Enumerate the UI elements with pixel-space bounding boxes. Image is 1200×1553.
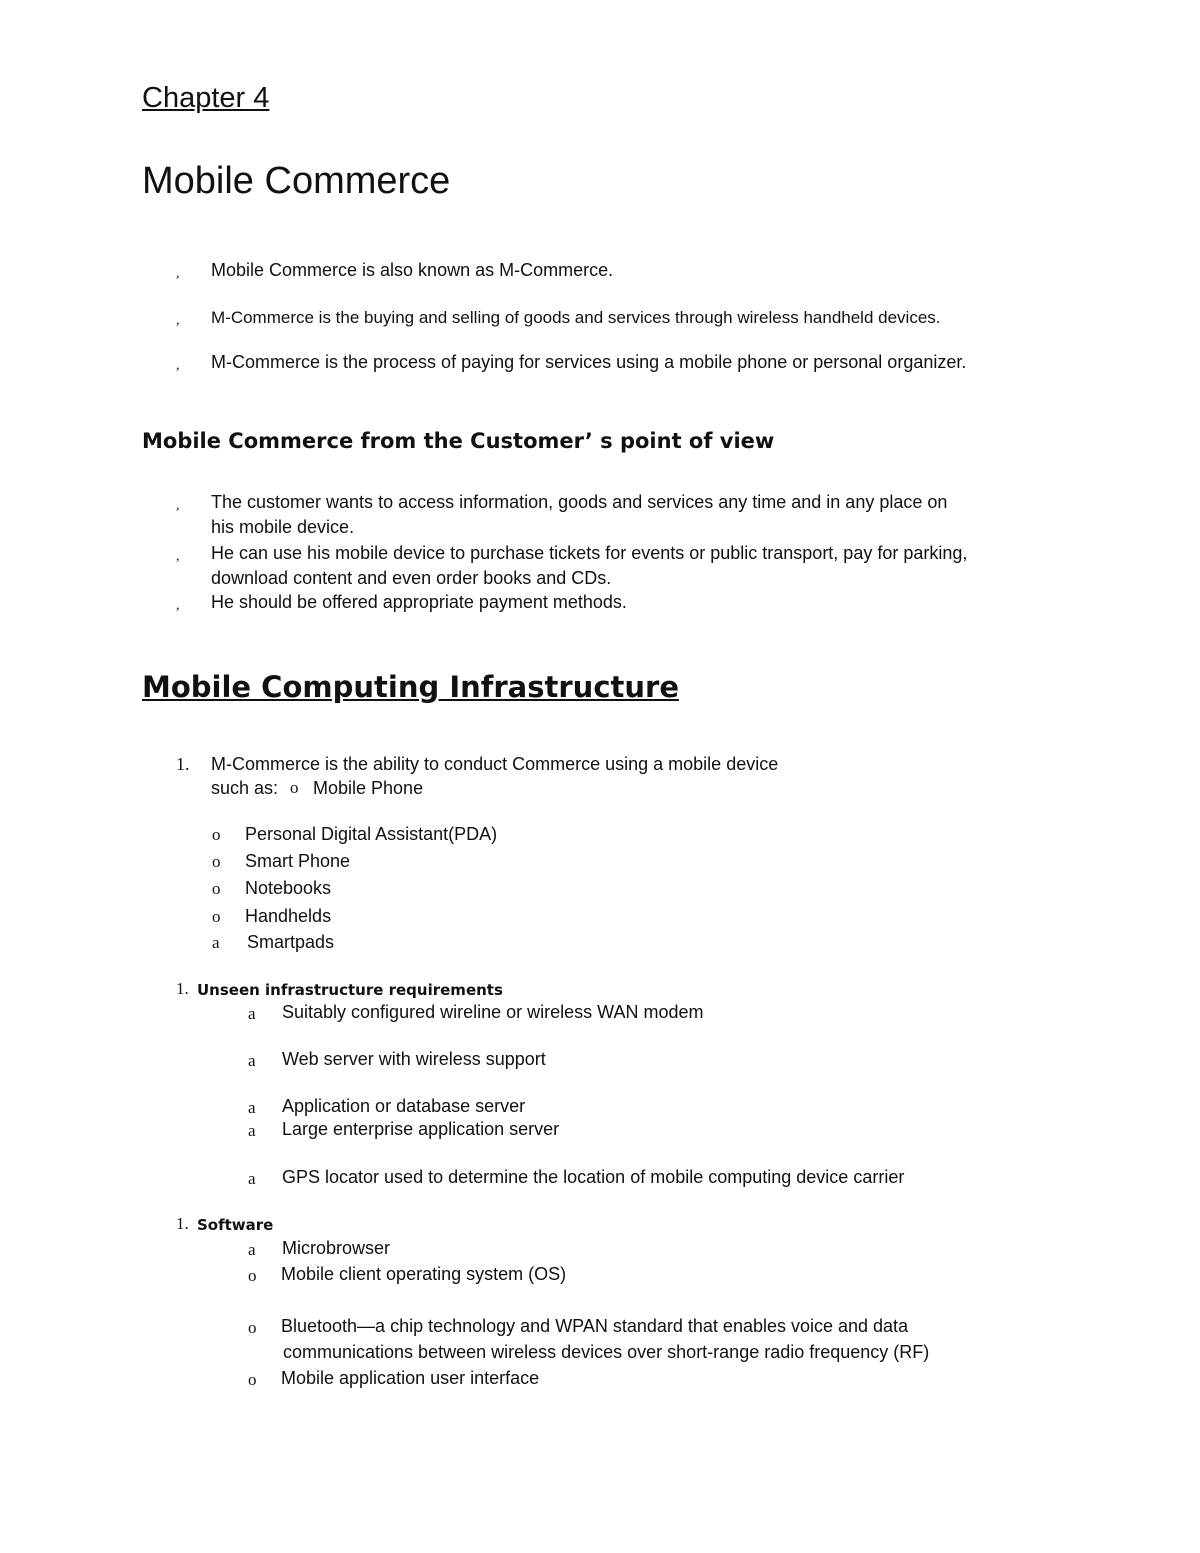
item-text: M-Commerce is the ability to conduct Commerce using a mobile device	[211, 754, 779, 774]
bullet-text: Mobile Commerce is also known as M-Commerce.	[211, 260, 614, 280]
requirement-item: Suitably configured wireline or wireless WAN modem	[282, 1002, 704, 1022]
device-item: Personal Digital Assistant(PDA)	[245, 824, 498, 844]
device-item: Smartpads	[247, 932, 335, 952]
sub-bullet-marker: o	[212, 879, 221, 898]
sub-bullet-marker: a	[248, 1169, 256, 1188]
software-item: Mobile application user interface	[281, 1368, 540, 1388]
page-title: Mobile Commerce	[142, 160, 451, 202]
sub-bullet-marker: o	[290, 778, 299, 797]
bullet-text: The customer wants to access information, goods and services any time and in any place on	[211, 492, 948, 512]
bullet-text-continued: download content and even order books and CDs.	[211, 568, 612, 588]
list-number: 1.	[176, 979, 189, 998]
device-item: Mobile Phone	[313, 778, 424, 798]
bullet-text: He can use his mobile device to purchase tickets for events or public transport, pay for parking,	[211, 543, 968, 563]
sub-bullet-marker: o	[248, 1370, 257, 1389]
sub-bullet-marker: a	[248, 1004, 256, 1023]
sub-bullet-marker: o	[248, 1266, 257, 1285]
requirement-item: Web server with wireless support	[282, 1049, 546, 1069]
sub-bullet-marker: a	[248, 1240, 256, 1259]
sub-bullet-marker: a	[212, 933, 220, 952]
bullet-text: M-Commerce is the buying and selling of goods and services through wireless handheld devices.	[211, 308, 941, 327]
bullet-marker: ,	[176, 498, 180, 513]
list-number: 1.	[176, 1214, 189, 1233]
software-item: Mobile client operating system (OS)	[281, 1264, 567, 1284]
sub-bullet-marker: o	[212, 907, 221, 926]
bullet-marker: ,	[176, 313, 180, 328]
bullet-marker: ,	[176, 266, 180, 281]
bullet-text: M-Commerce is the process of paying for services using a mobile phone or personal organizer.	[211, 352, 967, 372]
bullet-text: He should be offered appropriate payment methods.	[211, 592, 627, 612]
list-number: 1.	[176, 754, 190, 774]
device-item: Notebooks	[245, 878, 332, 898]
subsection-heading-unseen: Unseen infrastructure requirements	[197, 981, 503, 999]
sub-bullet-marker: a	[248, 1051, 256, 1070]
device-item: Smart Phone	[245, 851, 351, 871]
requirement-item: Large enterprise application server	[282, 1119, 560, 1139]
software-item: Microbrowser	[282, 1238, 391, 1258]
bullet-marker: ,	[176, 358, 180, 373]
bullet-marker: ,	[176, 549, 180, 564]
device-item: Handhelds	[245, 906, 332, 926]
requirement-item: GPS locator used to determine the location of mobile computing device carrier	[282, 1167, 905, 1187]
requirement-item: Application or database server	[282, 1096, 526, 1116]
sub-bullet-marker: o	[212, 825, 221, 844]
item-text-prefix: such as:	[211, 778, 279, 798]
sub-bullet-marker: a	[248, 1121, 256, 1140]
sub-bullet-marker: o	[248, 1318, 257, 1337]
section-heading-customer: Mobile Commerce from the Customer’ s point of view	[142, 429, 775, 453]
sub-bullet-marker: a	[248, 1098, 256, 1117]
software-item: Bluetooth—a chip technology and WPAN standard that enables voice and data	[281, 1316, 909, 1336]
section-heading-infrastructure: Mobile Computing Infrastructure	[142, 670, 679, 704]
chapter-label: Chapter 4	[142, 82, 270, 114]
bullet-marker: ,	[176, 598, 180, 613]
software-item-continued: communications between wireless devices over short-range radio frequency (RF)	[283, 1342, 930, 1362]
subsection-heading-software: Software	[197, 1216, 274, 1234]
sub-bullet-marker: o	[212, 852, 221, 871]
bullet-text-continued: his mobile device.	[211, 517, 355, 537]
